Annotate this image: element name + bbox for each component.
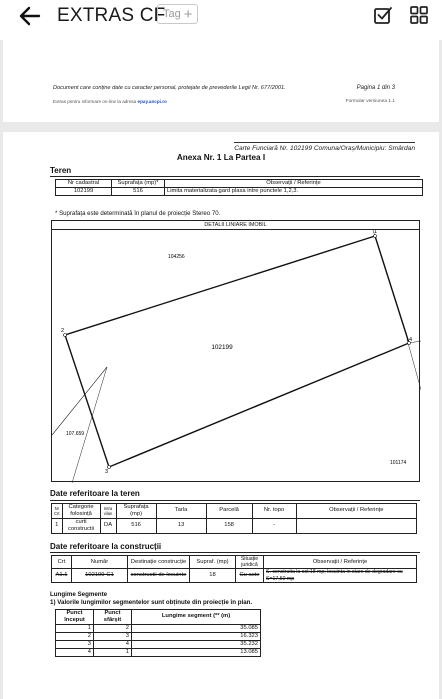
table-header: Observații / Referințe — [264, 556, 417, 569]
table-row — [56, 632, 261, 640]
point-label: 2 — [61, 328, 65, 334]
neighbor-label: 107.659 — [66, 431, 85, 437]
page-number: Pagina 1 din 3 — [356, 85, 395, 91]
page-2 — [3, 132, 439, 699]
app-title: EXTRAS CF — [57, 5, 166, 26]
parcel-plan-svg — [52, 230, 421, 483]
neighbor-label: 104256 — [168, 254, 185, 260]
parcel-outline — [65, 236, 409, 467]
table-cell: 102199-C1 — [72, 569, 128, 582]
table-cell: 102199 — [56, 187, 112, 195]
plan-header: DETALII LINIARE IMOBIL — [52, 221, 419, 230]
table-cell: constructii de locuinte — [128, 569, 190, 582]
table-cell — [296, 518, 416, 533]
table-cell: 3 — [94, 632, 132, 640]
table-cell: 516 — [116, 518, 156, 533]
table-row — [52, 569, 417, 582]
table-cell: 1 — [56, 624, 94, 632]
document-viewer[interactable] — [0, 40, 442, 699]
table-cell: S. construita la sol:18 mp; locuinta in stare de degradare cu S=17,50 mp — [264, 569, 417, 582]
table-cell: 18 — [190, 569, 236, 582]
table-cell: 1 — [52, 518, 63, 533]
table-cell: 2 — [94, 624, 132, 632]
table-header: Lungime segment (** (m) — [132, 610, 261, 625]
table-header: Situație juridică — [236, 556, 264, 569]
date-constructii-table — [51, 555, 417, 583]
teren-table — [55, 179, 423, 196]
plus-icon: + — [183, 5, 193, 23]
table-cell: Cu acte — [236, 569, 264, 582]
grid-icon[interactable] — [408, 4, 430, 26]
annex-title: Anexa Nr. 1 La Partea I — [176, 153, 266, 162]
date-constructii-title: Date referitoare la construcții — [50, 542, 162, 551]
table-row — [56, 648, 261, 656]
epay-link[interactable]: epay.ancpi.ro — [137, 99, 167, 104]
table-header: Supraf. (mp) — [190, 556, 236, 569]
table-row — [56, 624, 261, 632]
table-header: Observații / Referințe — [165, 180, 423, 188]
table-cell: 1 — [94, 648, 132, 656]
teren-title: Teren — [50, 166, 72, 175]
table-header: Punct sfârșit — [94, 610, 132, 625]
section-rule — [50, 500, 420, 501]
table-header: Punct început — [56, 610, 94, 625]
tag-label: Tag — [163, 8, 181, 20]
table-header-row — [56, 610, 261, 625]
date-teren-title: Date referitoare la teren — [50, 489, 140, 498]
table-header: Suprafața (mp)* — [112, 180, 165, 188]
table-cell: - — [252, 518, 296, 533]
parcel-label: 102199 — [211, 344, 233, 351]
table-header-row — [56, 180, 423, 188]
table-header: Parcelă — [206, 504, 252, 519]
checkbox-list-icon[interactable] — [372, 4, 394, 26]
neighbor-boundary — [72, 367, 107, 483]
table-header: Nr cadastral — [56, 180, 112, 188]
table-row — [52, 518, 417, 533]
section-rule — [50, 176, 420, 177]
segmente-title: Lungime Segmente — [50, 591, 108, 598]
extract-prefix: Extras pentru informare on-line la adresa — [53, 99, 137, 104]
table-row — [56, 187, 423, 195]
table-header: Intra vilan — [100, 504, 116, 519]
table-header: Crt — [52, 556, 72, 569]
table-header: Suprafața (mp) — [116, 504, 156, 519]
cf-header — [234, 145, 415, 152]
table-cell: 13 — [156, 518, 206, 533]
table-cell: Limita materializata gard plasa intre punctele 1,2,3. — [165, 187, 423, 195]
point-label: 4 — [409, 337, 413, 343]
table-header: Nr. topo — [252, 504, 296, 519]
point-label: 1 — [374, 230, 378, 235]
teren-footnote: * Suprafața este determinată în planul de proiecție Stereo 70. — [55, 210, 221, 217]
neighbor-label: 101174 — [390, 460, 407, 466]
table-cell: 158 — [206, 518, 252, 533]
table-cell: 35.232 — [132, 640, 261, 648]
section-rule — [50, 552, 420, 553]
table-cell: 4 — [56, 648, 94, 656]
table-cell: 13.085 — [132, 648, 261, 656]
table-cell: 2 — [56, 632, 94, 640]
neighbor-boundary — [407, 339, 421, 390]
table-header: Categorie folosință — [62, 504, 100, 519]
segmente-subtitle: 1) Valorile lungimilor segmentelor sunt obținute din proiecție în plan. — [50, 599, 253, 606]
table-header: Nr Crt — [52, 504, 63, 519]
table-cell: curti constructii — [62, 518, 100, 533]
plan-drawing — [51, 220, 420, 482]
table-cell: DA — [100, 518, 116, 533]
table-cell: 3 — [56, 640, 94, 648]
cf-header-text: Carte Funciară Nr. 102199 Comuna/Oraș/Municipiu: Smârdan — [234, 145, 415, 152]
table-header-row — [52, 504, 417, 519]
arrow-left-icon[interactable] — [18, 5, 42, 27]
page-1 — [3, 40, 439, 122]
table-header: Tarla — [156, 504, 206, 519]
table-cell: A1.1 — [52, 569, 72, 582]
table-header: Destinație construcție — [128, 556, 190, 569]
date-teren-table — [51, 503, 417, 534]
table-row — [56, 640, 261, 648]
segmente-table — [55, 609, 261, 657]
app-bar — [0, 0, 442, 40]
form-version: Formular versiunea 1.1 — [345, 99, 395, 104]
table-header: Observații / Referințe — [296, 504, 416, 519]
personal-data-note: Document care conține date cu caracter personal, protejate de prevederile Legii Nr. 677/2001. — [53, 85, 286, 91]
point-label: 3 — [105, 469, 109, 475]
table-cell: 4 — [94, 640, 132, 648]
table-cell: 35.085 — [132, 624, 261, 632]
header-rule — [234, 142, 415, 143]
tag-button[interactable] — [157, 4, 198, 24]
extract-note — [53, 99, 167, 104]
table-header: Număr — [72, 556, 128, 569]
table-header-row — [52, 556, 417, 569]
table-cell: 16.323 — [132, 632, 261, 640]
table-cell: 516 — [112, 187, 165, 195]
